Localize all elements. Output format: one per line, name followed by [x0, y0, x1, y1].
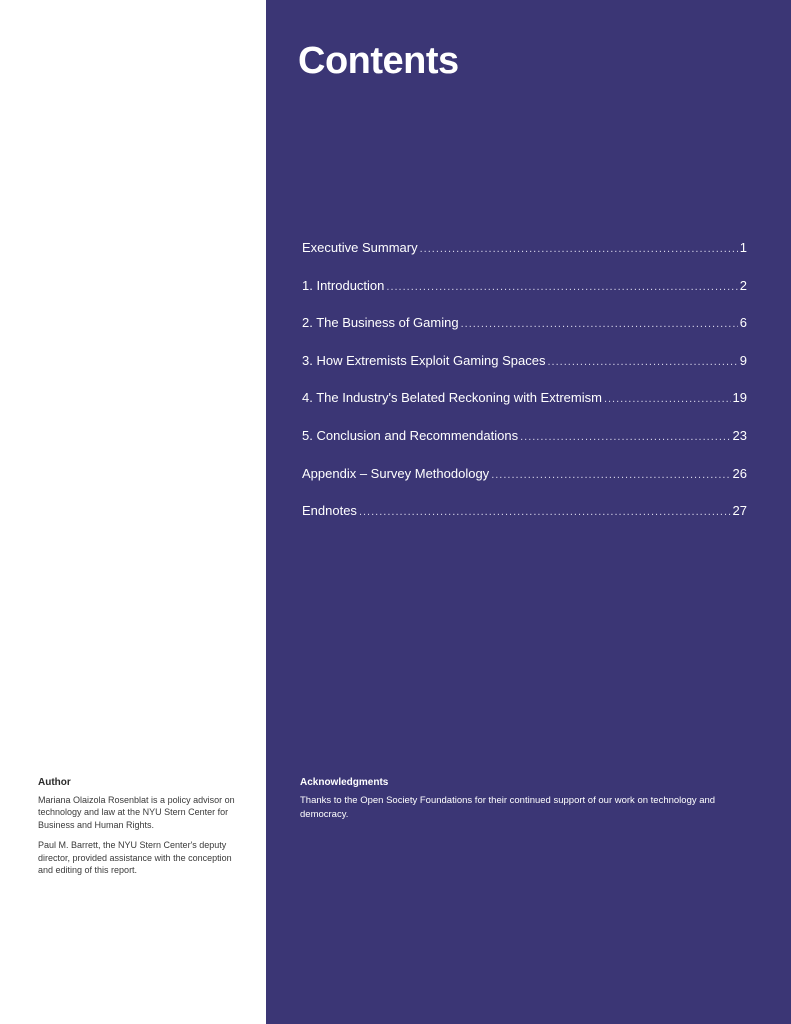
author-paragraph-2: Paul M. Barrett, the NYU Stern Center's deputy director, provided assistance with the conception and editing of this report.: [38, 840, 232, 876]
toc-entry-appendix[interactable]: [302, 466, 747, 504]
toc-dot-leader: [386, 281, 737, 293]
toc-dot-leader: [547, 356, 737, 368]
toc-entry-label: Appendix – Survey Methodology: [302, 465, 490, 481]
author-block: [38, 777, 248, 884]
toc-entry-label: Executive Summary: [302, 240, 418, 255]
toc-entry-label: 5. Conclusion and Recommendations: [302, 427, 519, 443]
toc-dot-leader: [461, 318, 738, 330]
author-paragraph-1: Mariana Olaizola Rosenblat is a policy advisor on technology and law at the NYU Stern Center for Business and Human Rights.: [38, 795, 235, 830]
acknowledgments-heading: Acknowledgments: [300, 777, 389, 788]
toc-page-number: 27: [732, 503, 747, 519]
toc-page-number: 26: [732, 465, 747, 481]
toc-entry-endnotes[interactable]: [302, 503, 747, 541]
toc-page-number: 2: [739, 277, 747, 293]
toc-page-number: 1: [739, 240, 747, 255]
acknowledgments-block: [300, 777, 740, 821]
toc-dot-leader: [491, 469, 730, 481]
toc-entry-label: 2. The Business of Gaming: [302, 315, 459, 331]
toc-entry-executive-summary[interactable]: [302, 240, 747, 278]
toc-entry-label: Endnotes: [302, 503, 357, 519]
toc-dot-leader: [604, 393, 731, 405]
toc-entry-extremists-exploit[interactable]: [302, 353, 747, 391]
toc-dot-leader: [520, 431, 730, 443]
acknowledgments-text: Thanks to the Open Society Foundations for their continued support of our work on technology and democracy.: [300, 795, 716, 820]
toc-page-number: 19: [732, 390, 747, 406]
toc-dot-leader: [359, 506, 731, 518]
page-title: Contents: [298, 40, 459, 82]
toc-entry-introduction[interactable]: [302, 278, 747, 316]
toc-entry-business-of-gaming[interactable]: [302, 315, 747, 353]
toc-entry-conclusion[interactable]: [302, 428, 747, 466]
toc-entry-label: 3. How Extremists Exploit Gaming Spaces: [302, 352, 546, 368]
left-panel: [0, 0, 266, 1024]
toc-dot-leader: [420, 243, 738, 255]
toc-entry-label: 1. Introduction: [302, 277, 385, 293]
toc-page-number: 6: [739, 315, 747, 331]
toc-page-number: 23: [732, 427, 747, 443]
contents-panel: [266, 0, 791, 1024]
toc-page-number: 9: [739, 352, 747, 368]
toc-entry-label: 4. The Industry's Belated Reckoning with Extremism: [302, 390, 602, 406]
table-of-contents: [302, 240, 747, 541]
toc-entry-industry-reckoning[interactable]: [302, 390, 747, 428]
author-heading: Author: [38, 777, 71, 788]
